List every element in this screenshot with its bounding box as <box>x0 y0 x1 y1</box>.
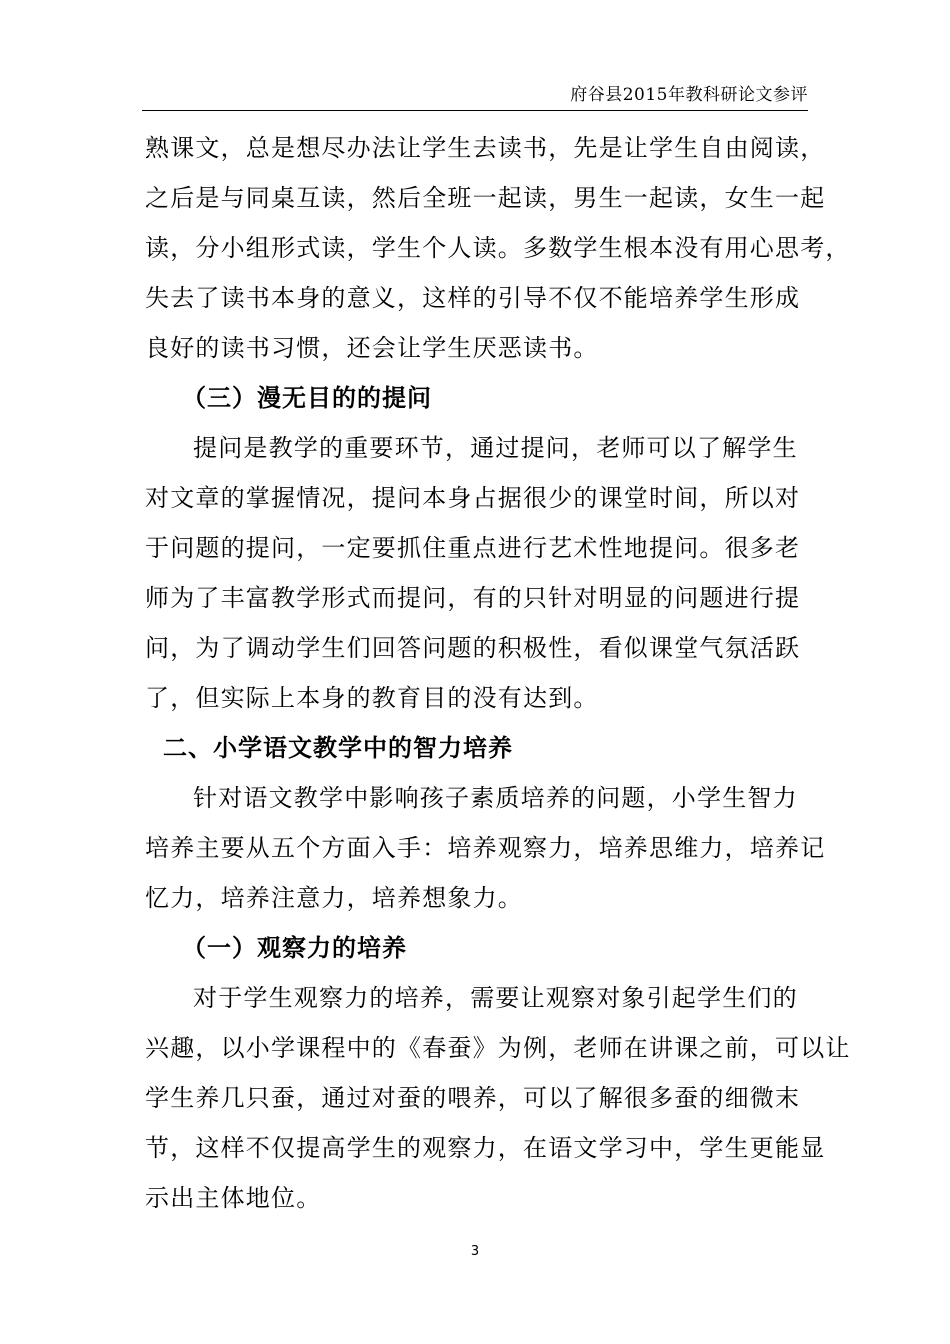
paragraph-line: 于问题的提问，一定要抓住重点进行艺术性地提问。很多老 <box>145 534 801 562</box>
paragraph-line: 示出主体地位。 <box>145 1184 322 1212</box>
paragraph-line: 熟课文，总是想尽办法让学生去读书，先是让学生自由阅读， <box>145 134 826 162</box>
subsection-heading-3: （三）漫无目的的提问 <box>182 384 432 412</box>
header-divider <box>142 110 808 111</box>
paragraph-line: 了，但实际上本身的教育目的没有达到。 <box>145 684 599 712</box>
paragraph-line: 师为了丰富教学形式而提问，有的只针对明显的问题进行提 <box>145 584 801 612</box>
paragraph-line: 对文章的掌握情况，提问本身占据很少的课堂时间，所以对 <box>145 484 801 512</box>
paragraph-line: 兴趣，以小学课程中的《春蚕》为例，老师在讲课之前，可以让 <box>145 1034 851 1062</box>
paragraph-line: 节，这样不仅提高学生的观察力，在语文学习中，学生更能显 <box>145 1134 826 1162</box>
paragraph-line: 读，分小组形式读，学生个人读。多数学生根本没有用心思考， <box>145 234 851 262</box>
paragraph-line: 良好的读书习惯，还会让学生厌恶读书。 <box>145 334 599 362</box>
section-heading-2: 二、小学语文教学中的智力培养 <box>163 734 513 762</box>
paragraph-line: 学生养几只蚕，通过对蚕的喂养，可以了解很多蚕的细微末 <box>145 1084 801 1112</box>
page-header: 府谷县2015年教科研论文参评 <box>570 85 808 105</box>
paragraph-line: 之后是与同桌互读，然后全班一起读，男生一起读，女生一起 <box>145 184 826 212</box>
paragraph-line: 培养主要从五个方面入手：培养观察力，培养思维力，培养记 <box>145 834 826 862</box>
paragraph-line: 失去了读书本身的意义，这样的引导不仅不能培养学生形成 <box>145 284 801 312</box>
subsection-heading-1: （一）观察力的培养 <box>182 934 407 962</box>
paragraph-line: 忆力，培养注意力，培养想象力。 <box>145 884 523 912</box>
paragraph-line: 针对语文教学中影响孩子素质培养的问题，小学生智力 <box>193 784 798 812</box>
paragraph-line: 提问是教学的重要环节，通过提问，老师可以了解学生 <box>193 434 798 462</box>
paragraph-line: 对于学生观察力的培养，需要让观察对象引起学生们的 <box>193 984 798 1012</box>
page-number: 3 <box>470 1244 480 1259</box>
paragraph-line: 问，为了调动学生们回答问题的积极性，看似课堂气氛活跃 <box>145 634 801 662</box>
